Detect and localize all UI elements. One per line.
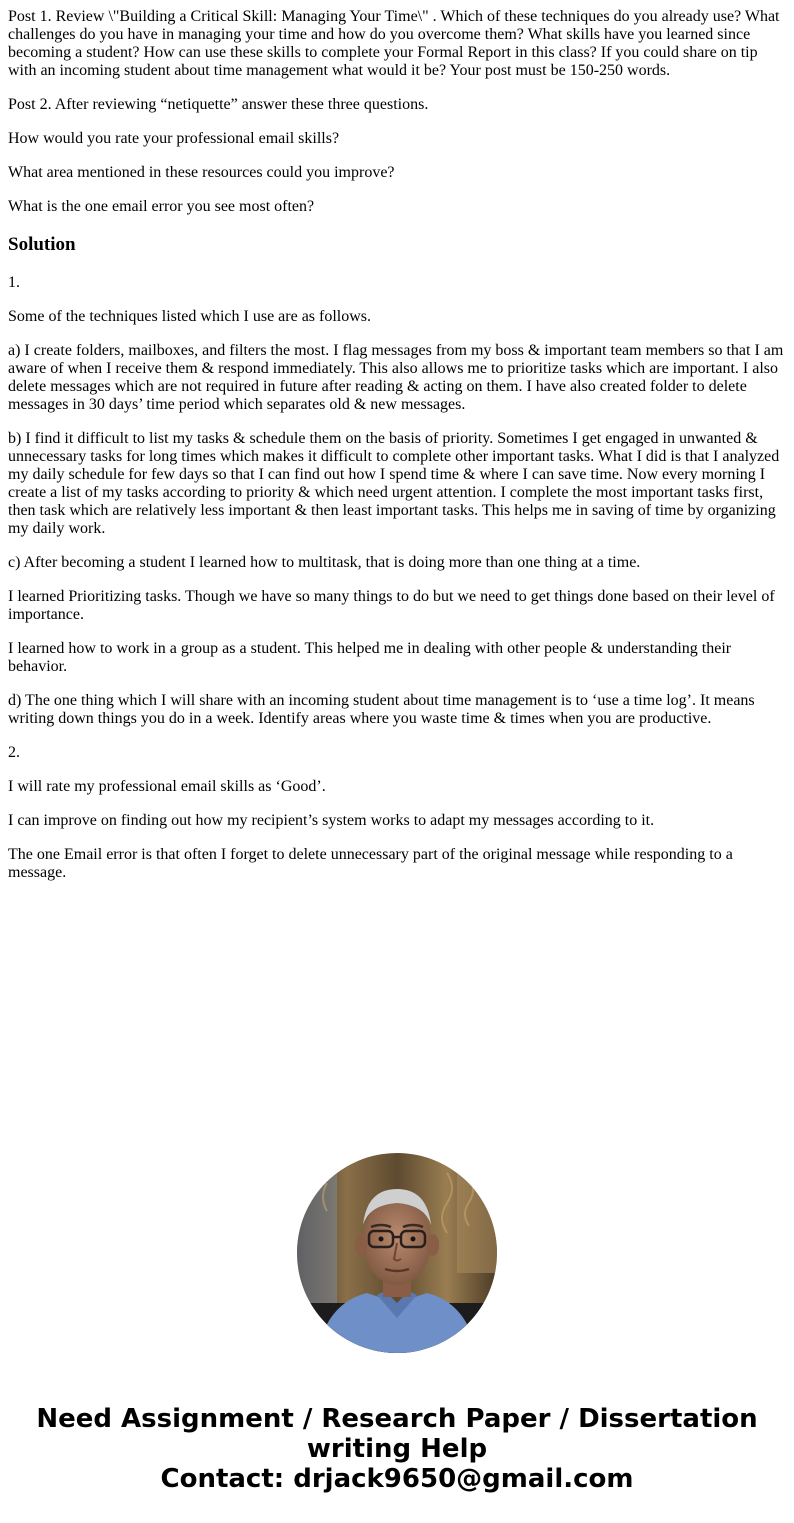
solution-point-c-group: I learned how to work in a group as a student. This helped me in dealing with other people & understanding their behavior. [8,640,732,675]
question-email-error: What is the one email error you see most often? [8,198,315,215]
question-improve-area: What area mentioned in these resources could you improve? [8,164,395,181]
solution-point-c-prioritizing: I learned Prioritizing tasks. Though we have so many things to do but we need to get things done based on their level of importance. [8,588,775,623]
solution-email-rating: I will rate my professional email skills as ‘Good’. [8,778,326,795]
solution-point-a: a) I create folders, mailboxes, and filters the most. I flag messages from my boss & important team members so that I am aware of when I receive them & respond immediately. This also allows me to prioritize tasks which are important. I also delete messages which are not required in future after reading & acting on them. I have also created folder to delete messages in 30 days’ time period which separates old & new messages. [8,342,784,413]
footer-banner [0,1404,794,1494]
solution-point-b: b) I find it difficult to list my tasks & schedule them on the basis of priority. Sometimes I get engaged in unwanted & unnecessary tasks for long times which makes it difficult to complete other important tasks. What I did is that I analyzed my daily schedule for few days so that I can find out how I spend time & where I can save time. Now every morning I create a list of my tasks according to priority & which need urgent attention. I complete the most important tasks first, then task which are relatively less important & then least important tasks. This helps me in saving of time by organizing my daily work. [8,430,780,537]
document-body [8,8,786,898]
post1-question: Post 1. Review \"Building a Critical Skill: Managing Your Time\" . Which of these techniques do you already use? What challenges do you have in managing your time and how do you overcome them? What skills have you learned since becoming a student? How can use these skills to complete your Formal Report in this class? If you could share on tip with an incoming student about time management what would it be? Your post must be 150-250 words. [8,8,780,79]
solution-email-error: The one Email error is that often I forget to delete unnecessary part of the original message while responding to a message. [8,846,733,881]
question-email-skills: How would you rate your professional email skills? [8,130,340,147]
solution-point-c: c) After becoming a student I learned how to multitask, that is doing more than one thing at a time. [8,554,641,571]
footer-line-writing-help: writing Help [306,1434,488,1464]
solution-intro: Some of the techniques listed which I use are as follows. [8,308,372,325]
footer-line-assignment-help: Need Assignment / Research Paper / Dissertation [36,1404,758,1434]
solution-part2-number: 2. [8,744,20,761]
solution-part1-number: 1. [8,274,20,291]
author-avatar [297,1153,497,1353]
solution-heading: Solution [8,234,76,255]
solution-email-improve: I can improve on finding out how my recipient’s system works to adapt my messages according to it. [8,812,655,829]
solution-point-d: d) The one thing which I will share with an incoming student about time management is to ‘use a time log’. It means writing down things you do in a week. Identify areas where you waste time & times when you are productive. [8,692,755,727]
post2-question: Post 2. After reviewing “netiquette” answer these three questions. [8,96,429,113]
author-portrait-image [297,1153,497,1353]
footer-contact-email: Contact: drjack9650@gmail.com [160,1464,634,1494]
